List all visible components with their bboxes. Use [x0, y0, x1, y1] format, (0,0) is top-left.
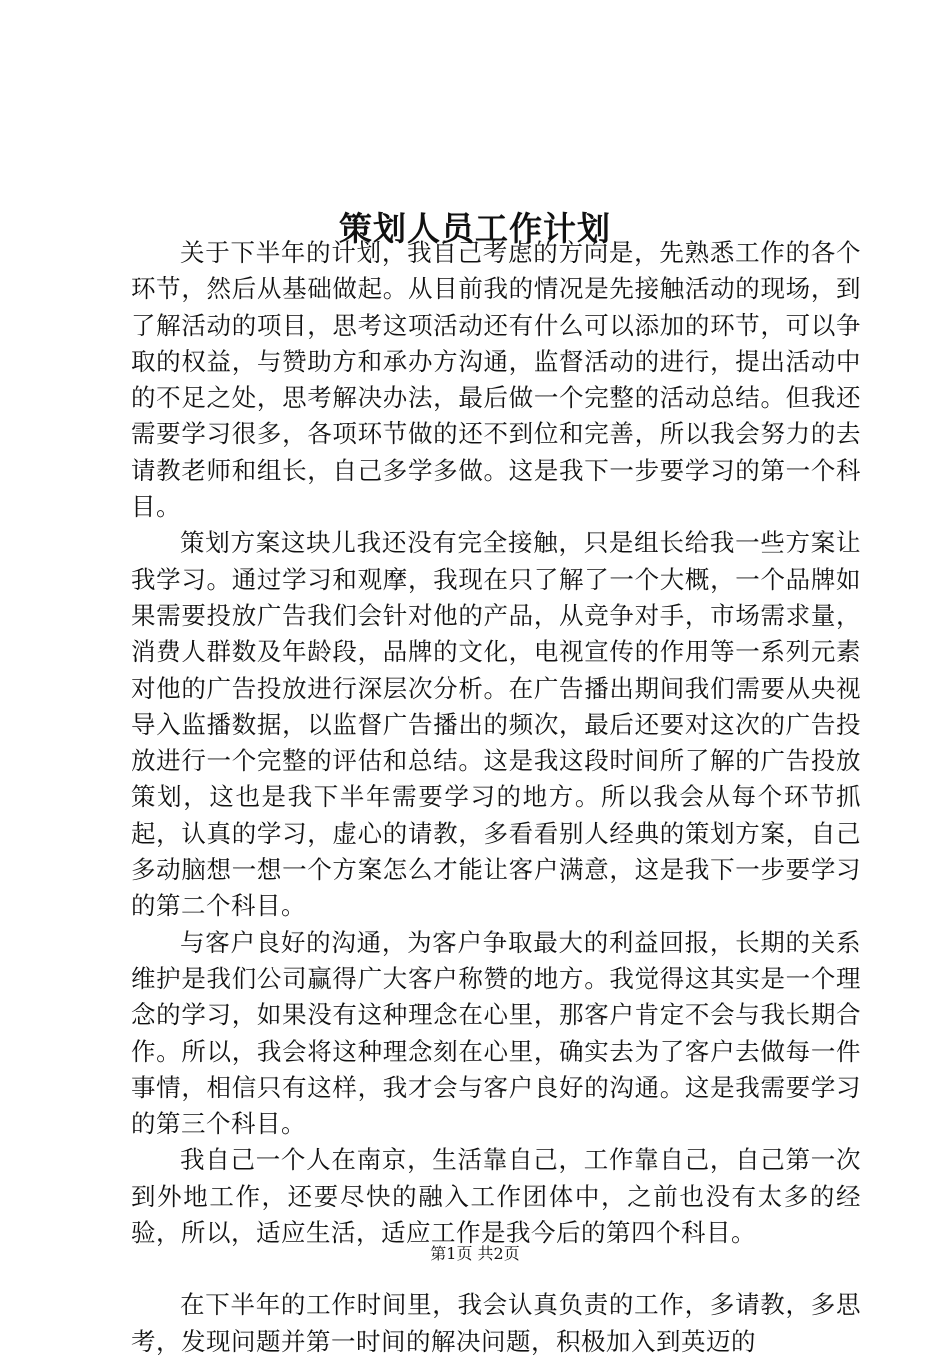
- paragraph: 策划方案这块儿我还没有完全接触，只是组长给我一些方案让我学习。通过学习和观摩，我现在只了解了一个大概，一个品牌如果需要投放广告我们会针对他的产品，从竞争对手，市场需求量，消费人群数及年龄段，品牌的文化，电视宣传的作用等一系列元素对他的广告投放进行深层次分析。在广告播出期间我们需要从央视导入监播数据，以监督广告播出的频次，最后还要对这次的广告投放进行一个完整的评估和总结。这是我这段时间所了解的广告投放策划，这也是我下半年需要学习的地方。所以我会从每个环节抓起，认真的学习，虚心的请教，多看看别人经典的策划方案，自己多动脑想一想一个方案怎么才能让客户满意，这是我下一步要学习的第二个科目。: [131, 528, 861, 921]
- paragraph: 与客户良好的沟通，为客户争取最大的利益回报，长期的关系维护是我们公司赢得广大客户称赞的地方。我觉得这其实是一个理念的学习，如果没有这种理念在心里，那客户肯定不会与我长期合作。所以，我会将这种理念刻在心里，确实去为了客户去做每一件事情，相信只有这样，我才会与客户良好的沟通。这是我需要学习的第三个科目。: [131, 927, 861, 1139]
- document-body: [131, 235, 861, 1360]
- paragraph: 关于下半年的计划，我自己考虑的方向是，先熟悉工作的各个环节，然后从基础做起。从目前我的情况是先接触活动的现场，到了解活动的项目，思考这项活动还有什么可以添加的环节，可以争取的权益，与赞助方和承办方沟通，监督活动的进行，提出活动中的不足之处，思考解决办法，最后做一个完整的活动总结。但我还需要学习很多，各项环节做的还不到位和完善，所以我会努力的去请教老师和组长，自己多学多做。这是我下一步要学习的第一个科目。: [131, 238, 861, 522]
- paragraph: 在下半年的工作时间里，我会认真负责的工作，多请教，多思考，发现问题并第一时间的解决问题，积极加入到英迈的: [131, 1290, 861, 1356]
- page-footer: 第1页 共2页: [430, 1244, 520, 1263]
- paragraph: 我自己一个人在南京，生活靠自己，工作靠自己，自己第一次到外地工作，还要尽快的融入工作团体中，之前也没有太多的经验，所以，适应生活，适应工作是我今后的第四个科目。: [131, 1145, 861, 1248]
- document-title: 策划人员工作计划: [339, 209, 611, 249]
